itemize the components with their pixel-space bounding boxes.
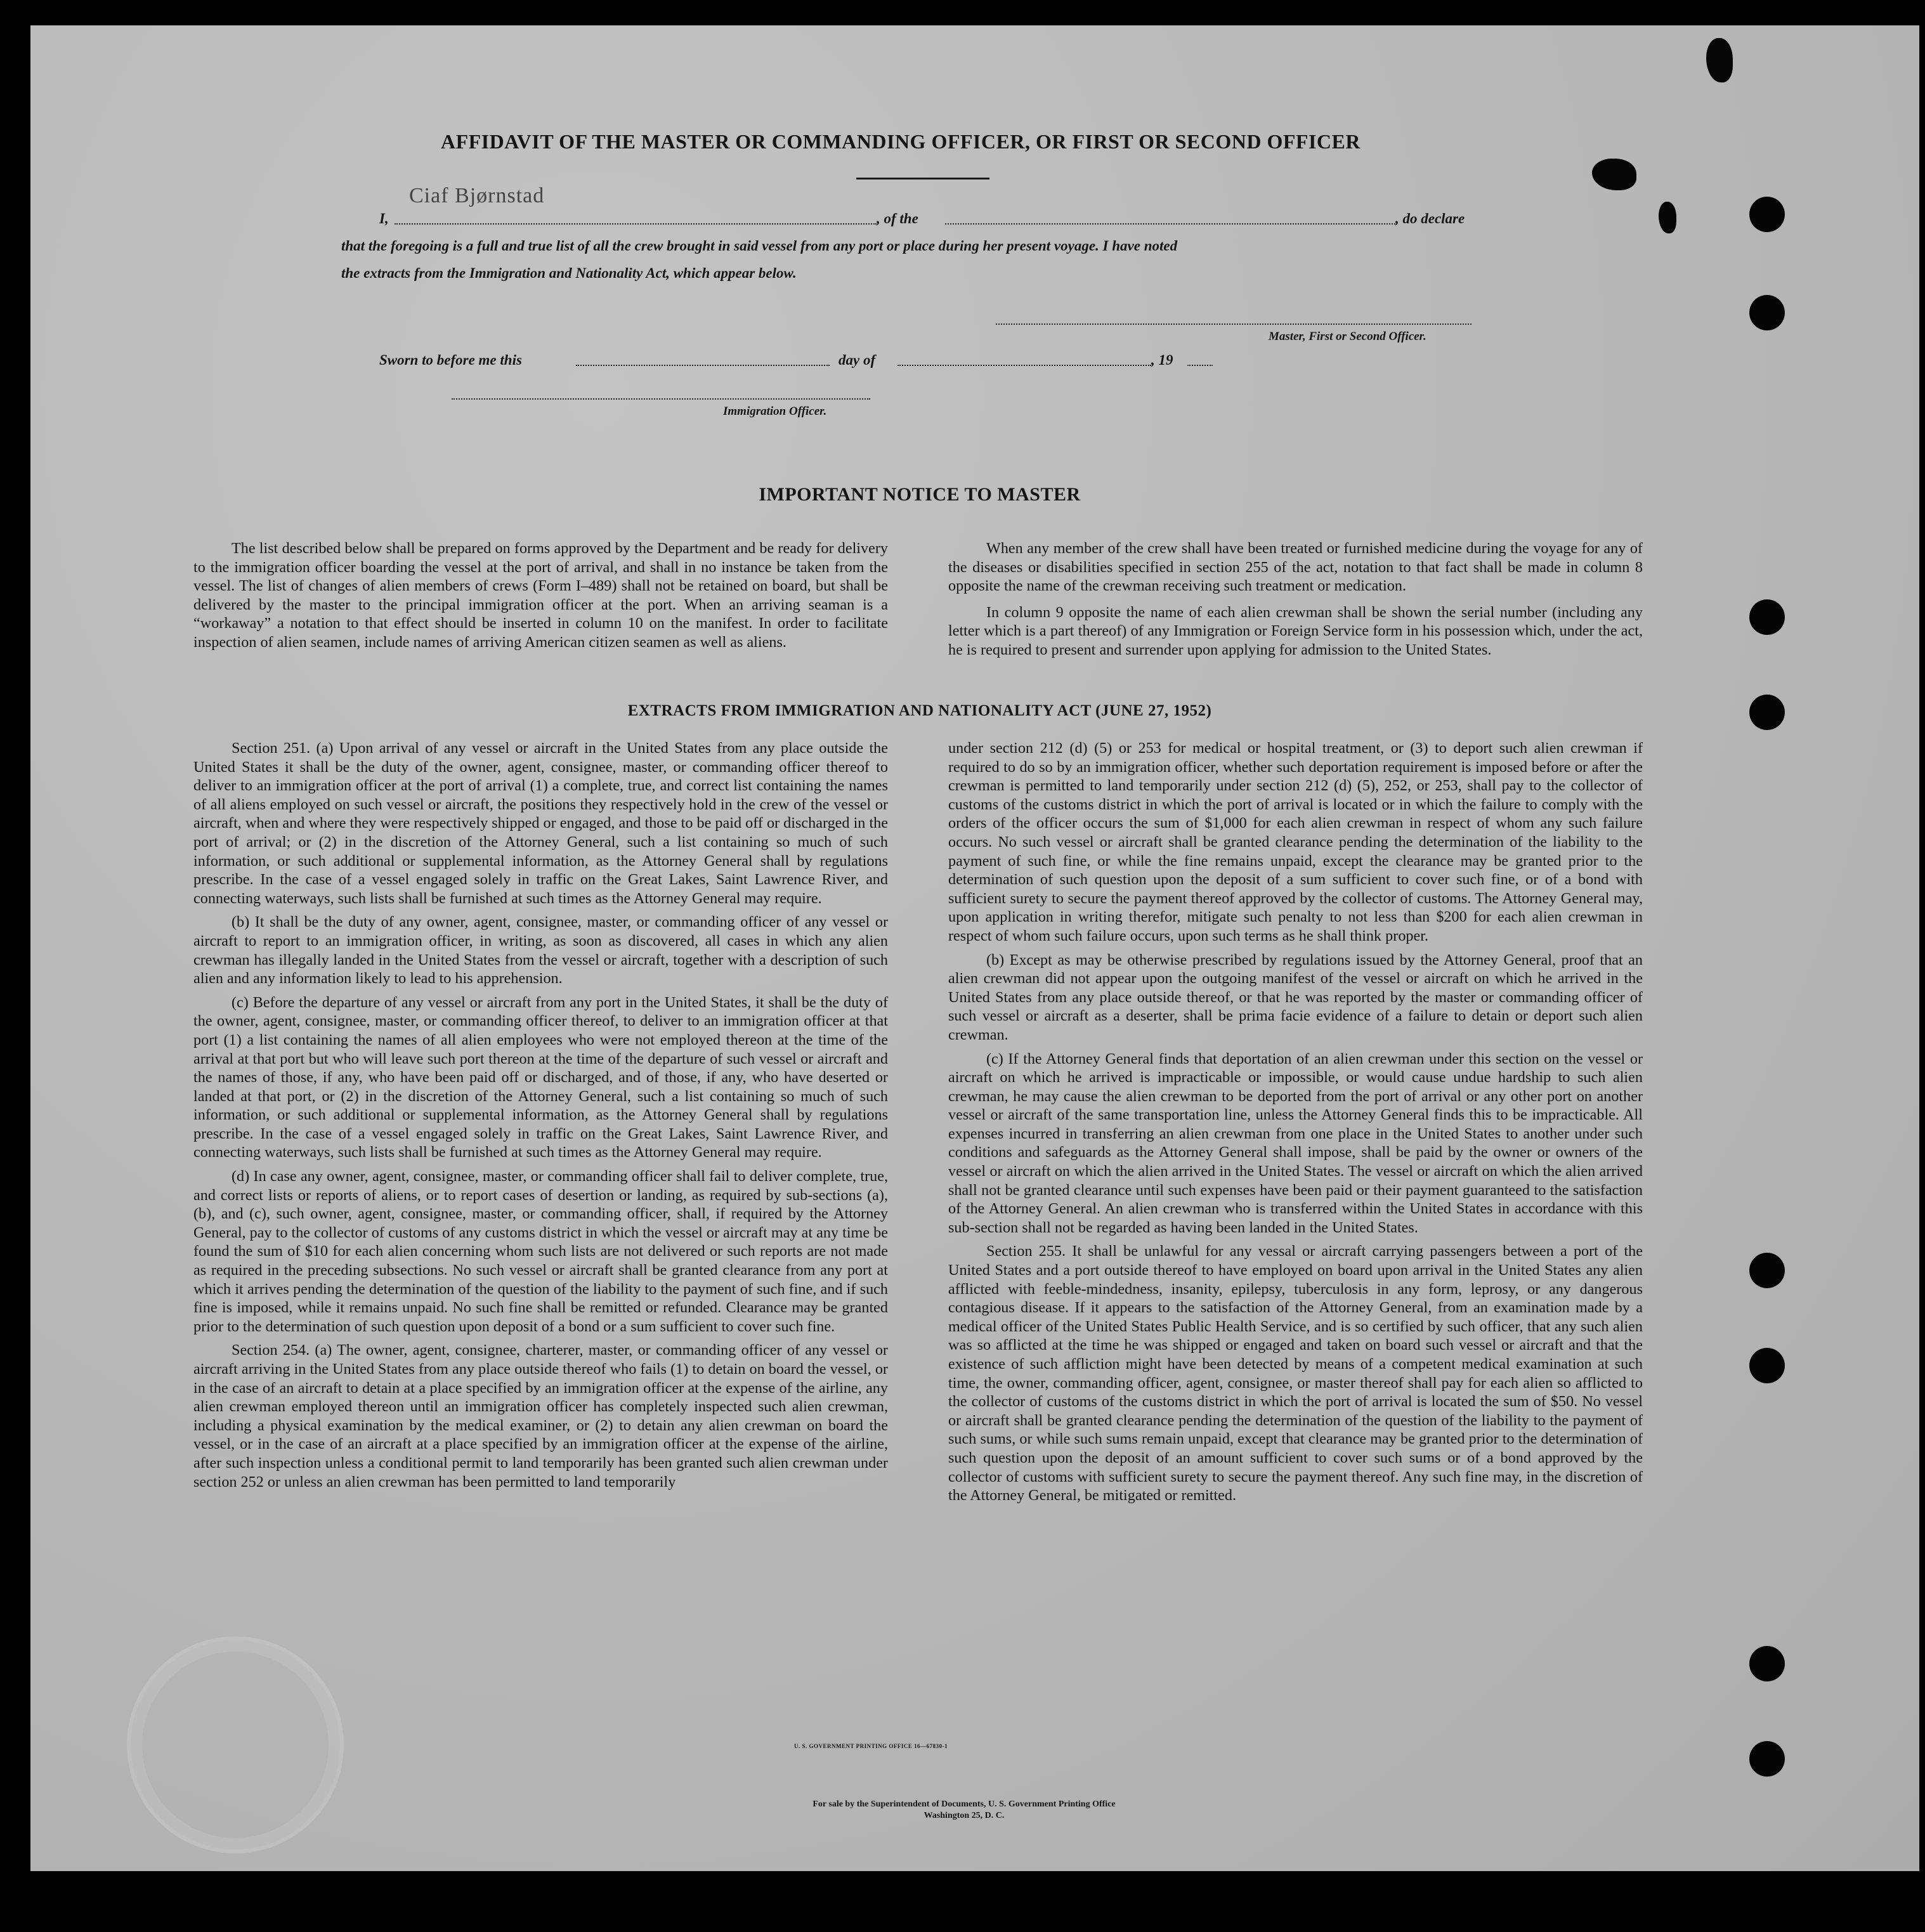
title-divider: [856, 178, 989, 179]
vessel-name-line[interactable]: [945, 223, 1395, 225]
declaration-i-label: I,: [379, 211, 389, 226]
document-footer: [584, 1799, 1345, 1822]
embossed-seal: [127, 1636, 344, 1853]
year-label: , 19: [1151, 352, 1173, 368]
immigration-officer-label: Immigration Officer.: [723, 405, 827, 418]
declaration-line-2: that the foregoing is a full and true list of all the crew brought in said vessel from any port or place during her present voyage. I have noted: [341, 238, 1178, 254]
notice-paragraph: When any member of the crew shall have been treated or furnished medicine during the voyage for any of the diseases or disabilities specified in section 255 of the act, notation to that fact shall be made in column 8 opposite the name of the crewman receiving such treatment or medication.: [948, 540, 1643, 595]
act-paragraph: Section 255. It shall be unlawful for any vessal or aircraft carrying passengers between a port of the United States and a port outside thereof to have employed on board upon arrival in the United States any alien afflicted with feeble-mindedness, insanity, epilepsy, tuberculosis in any form, leprosy, or any dangerous contagious disease. If it appears to the satisfaction of the Attorney General, from an examination made by a medical officer of the United States Public Health Service, and is so certified by such officer, that any such alien was so afflicted at the time he was shipped or engaged and taken on board such vessel or aircraft and that the existence of such affliction might have been detected by means of a competent medical examination at such time, the owner, commanding officer, agent, consignee, or master thereof shall pay for each alien so afflicted to the collector of customs of the customs district in which the port of arrival is located the sum of $50. No vessel or aircraft shall be granted clearance pending the determination of the question of the liability to the payment of such sums, or while such sums remain unpaid, except that clearance may be granted prior to the determination of such question upon the deposit of an amount sufficient to cover such sums or of a bond approved by the collector of customs with sufficient surety to secure the payment thereof. Any such fine may, in the discretion of the Attorney General, be mitigated or remitted.: [948, 1243, 1643, 1504]
punch-hole: [1749, 1348, 1785, 1383]
declaration-line-3: the extracts from the Immigration and Nationality Act, which appear below.: [341, 265, 797, 281]
footer-line-2: Washington 25, D. C.: [923, 1811, 1005, 1820]
master-signature-line[interactable]: [996, 323, 1471, 325]
punch-hole: [1749, 197, 1785, 232]
notice-left-column: [193, 539, 888, 652]
punch-hole: [1749, 1741, 1785, 1777]
act-paragraph: (b) It shall be the duty of any owner, agent, consignee, master, or commanding officer of any vessel or aircraft to report to an immigration officer, in writing, as soon as discovered, all cases in which any alien crewman has illegally landed in the United States from the vessel or aircraft, together with a description of such alien and any information likely to lead to his apprehension.: [193, 913, 888, 988]
punch-hole: [1749, 1253, 1785, 1288]
officer-name-line[interactable]: [395, 223, 877, 225]
sworn-year-line[interactable]: [1187, 365, 1213, 366]
act-paragraph: under section 212 (d) (5) or 253 for medical or hospital treatment, or (3) to deport such alien crewman if required to do so by an immigration officer, whether such deportation requirement is imposed before or after the crewman is permitted to land temporarily under section 212 (d) (5), 252, or 253, shall pay to the collector of customs of the customs district in which the port of arrival is located or in which the failure to comply with the orders of the officer occurs the sum of $1,000 for each alien crewman in respect of whom any such failure occurs. No such vessel or aircraft shall be granted clearance pending the determination of the liability to the payment of such fine, or while the fine remains unpaid, except the clearance may be granted prior to the determination of such question upon the deposit of a sum sufficient to cover such fine, or of a bond with sufficient surety to secure the payment thereof approved by the collector of customs. The Attorney General may, upon application in writing therefor, mitigate such penalty to not less than $200 for each alien crewman in respect of whom such failure occurs, upon such terms as he shall think proper.: [948, 740, 1643, 944]
punch-hole: [1749, 295, 1785, 330]
declaration-of-the-label: , of the: [877, 211, 918, 226]
affidavit-title: AFFIDAVIT OF THE MASTER OR COMMANDING OFFICER, OR FIRST OR SECOND OFFICER: [441, 130, 1361, 153]
act-paragraph: (c) If the Attorney General finds that deportation of an alien crewman under this section on the vessel or aircraft on which he arrived is impracticable or impossible, or would cause undue hardship to such alien crewman, he may cause the alien crewman to be deported from the port of arrival or any other port on another vessel or aircraft of the same transportation line, unless the Attorney General finds this to be impracticable. All expenses incurred in transferring an alien crewman from one place in the United States to another under such conditions and safeguards as the Attorney General shall impose, shall be paid by the owner or owners of the vessel or aircraft on which the alien arrived in the United States. The vessel or aircraft on which the alien arrived shall not be granted clearance until such expenses have been paid or their payment guaranteed to the satisfaction of the Attorney General. An alien crewman who is transferred within the United States in accordance with this sub-section shall not be regarded as having been landed in the United States.: [948, 1050, 1643, 1236]
notice-right-column: [948, 539, 1643, 660]
master-signature-label: Master, First or Second Officer.: [1269, 330, 1426, 343]
immigration-officer-signature-line[interactable]: [452, 398, 870, 400]
footer-line-1: For sale by the Superintendent of Documents, U. S. Government Printing Office: [812, 1799, 1116, 1809]
act-paragraph: (c) Before the departure of any vessel or aircraft from any port in the United States, it shall be the duty of the owner, agent, consignee, master, or commanding officer thereof, to deliver to an immigration officer at that port (1) a list containing the names of all alien employees who were not employed thereon at the time of the arrival at that port but who will leave such port thereon at the time of the departure of such vessel or aircraft and the names of those, if any, who have been paid off or discharged, and of those, if any, who have deserted or landed at that port, or (2) in the discretion of the Attorney General, such a list containing so much of such information, or such additional or supplemental information, as the Attorney General shall by regulations prescribe. In the case of a vessel engaged solely in traffic on the Great Lakes, Saint Lawrence River, and connecting waterways, such lists shall be furnished at such times as the Attorney General may require.: [193, 993, 888, 1161]
punch-hole: [1749, 695, 1785, 730]
extracts-title: EXTRACTS FROM IMMIGRATION AND NATIONALITY ACT (JUNE 27, 1952): [627, 702, 1212, 719]
act-paragraph: (b) Except as may be otherwise prescribed by regulations issued by the Attorney General, proof that an alien crewman did not appear upon the outgoing manifest of the vessel or aircraft on which he arrived in the United States from any place outside thereof, or that he was reported by the master or commanding officer of such vessel or aircraft as a deserter, shall be prima facie evidence of a failure to detain or deport such alien crewman.: [948, 951, 1643, 1043]
extracts-right-column: [948, 739, 1643, 1505]
extracts-left-column: [193, 739, 888, 1491]
act-paragraph: (d) In case any owner, agent, consignee, master, or commanding officer shall fail to deliver complete, true, and correct lists or reports of aliens, or to report cases of desertion or landing, as required by sub-sections (a), (b), and (c), such owner, agent, consignee, master, or commanding officer, shall, if required by the Attorney General, pay to the collector of customs of any customs district in which the vessel or aircraft may at any time be found the sum of $10 for each alien concerning whom such lists are not delivered or such reports are not made as required in the preceding subsections. No such vessel or aircraft shall be granted clearance from any port at which it arrives pending the determination of the question of the liability to the payment of such fine, and if such fine is imposed, while it remains unpaid. No such fine shall be remitted or refunded. Clearance may be granted prior to the determination of such question upon deposit of a bond or a sum sufficient to cover such fine.: [193, 1168, 888, 1335]
sworn-day-line[interactable]: [576, 365, 830, 366]
officer-name-handwritten: Ciaf Bjørnstad: [409, 184, 545, 207]
day-of-label: day of: [839, 352, 876, 368]
act-paragraph: Section 254. (a) The owner, agent, consignee, charterer, master, or commanding officer of any vessel or aircraft arriving in the United States from any place outside thereof who fails (1) to detain on board the vessel, or in the case of an aircraft to detain at a place specified by an immigration officer at the expense of the airline, any alien crewman employed thereon until an immigration officer has completely inspected such alien crewman, including a physical examination by the medical examiner, or (2) to detain any alien crewman on board the vessel, or in the case of an aircraft at a place specified by an immigration officer at the expense of the airline, after such inspection unless a conditional permit to land temporarily has been granted such alien crewman under section 252 or unless an alien crewman has been permitted to land temporarily: [193, 1341, 888, 1491]
act-paragraph: Section 251. (a) Upon arrival of any vessel or aircraft in the United States from any place outside the United States it shall be the duty of the owner, agent, consignee, master, or commanding officer thereof to deliver to an immigration officer at the port of arrival (1) a complete, true, and correct list containing the names of all aliens employed on such vessel or aircraft, the positions they respectively hold in the crew of the vessel or aircraft, when and where they were respectively shipped or engaged, and those to be paid off or discharged in the port of arrival; or (2) in the discretion of the Attorney General, such a list containing so much of such information, or such additional or supplemental information, as the Attorney General shall by regulations prescribe. In the case of a vessel engaged solely in traffic on the Great Lakes, Saint Lawrence River, and connecting waterways, such lists shall be furnished at such times as the Attorney General may require.: [193, 740, 888, 907]
sworn-label: Sworn to before me this: [379, 352, 522, 368]
sworn-month-line[interactable]: [897, 365, 1151, 366]
notice-paragraph: In column 9 opposite the name of each alien crewman shall be shown the serial number (including any letter which is a part thereof) of any Immigration or Foreign Service form in his possession which, under the act, he is required to present and surrender upon applying for admission to the United States.: [948, 603, 1643, 658]
notice-paragraph: The list described below shall be prepared on forms approved by the Department and be ready for delivery to the immigration officer boarding the vessel at the port of arrival, and shall in no instance be taken from the vessel. The list of changes of alien members of crews (Form I–489) shall not be retained on board, but shall be delivered by the master to the principal immigration officer at the port. When an arriving seaman is a “workaway” a notation to that effect should be inserted in column 10 on the manifest. In order to facilitate inspection of alien seamen, include names of arriving American citizen seamen as well as aliens.: [193, 540, 888, 651]
punch-hole: [1749, 599, 1785, 635]
notice-title: IMPORTANT NOTICE TO MASTER: [759, 484, 1081, 505]
declaration-do-declare-label: , do declare: [1395, 211, 1465, 226]
ink-blot: [1659, 202, 1676, 233]
punch-hole: [1749, 1646, 1785, 1681]
printing-office-line: U. S. GOVERNMENT PRINTING OFFICE 16—67830-1: [794, 1743, 948, 1749]
